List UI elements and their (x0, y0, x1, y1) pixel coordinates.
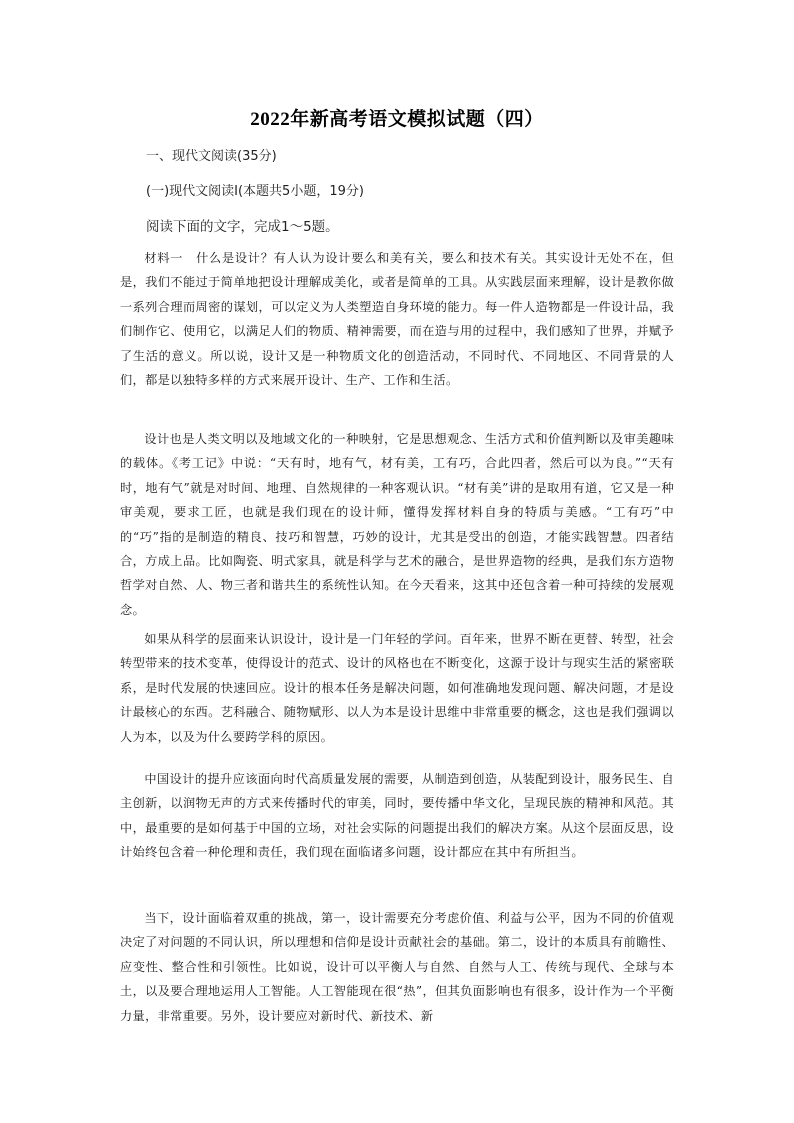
paragraph-3: 如果从科学的层面来认识设计，设计是一门年轻的学问。百年来，世界不断在更替、转型，社会转型带来的技术变革，使得设计的范式、设计的风格也在不断变化，这源于设计与现实生活的紧密联系，是时代发展的快速回应。设计的根本任务是解决问题，如何准确地发现问题、解决问题，才是设计最核心的东西。艺科融合、随物赋形、以人为本是设计思维中非常重要的概念，这也是我们强调以人为本，以及为什么要跨学科的原因。 (120, 632, 674, 744)
section-heading: 一、现代文阅读(35分) (146, 149, 277, 164)
paragraph-4: 中国设计的提升应该面向时代高质量发展的需要，从制造到创造，从装配到设计，服务民生、自主创新，以润物无声的方式来传播时代的审美，同时，要传播中华文化，呈现民族的精神和风范。其中，最重要的是如何基于中国的立场，对社会实际的问题提出我们的解决方案。从这个层面反思，设计始终包含着一种伦理和责任，我们现在面临诸多问题，设计都应在其中有所担当。 (120, 772, 674, 860)
document-title: 2022年新高考语文模拟试题（四） (250, 109, 544, 130)
reading-instruction: 阅读下面的文字，完成1～5题。 (146, 219, 339, 235)
paragraph-2: 设计也是人类文明以及地域文化的一种映射，它是思想观念、生活方式和价值判断以及审美趣味的载体。《考工记》中说：“天有时，地有气，材有美，工有巧，合此四者，然后可以为良。”“天有时，地有气”就是对时间、地理、自然规律的一种客观认识。“材有美”讲的是取用有道，它又是一种审美观，要求工匠，也就是我们现在的设计师，懂得发挥材料自身的特质与美感。“工有巧”中的“巧”指的是制造的精良、技巧和智慧，巧妙的设计，尤其是受出的创造，才能实践智慧。四者结合，方成上品。比如陶瓷、明式家具，就是科学与艺术的融合，是世界造物的经典，是我们东方造物哲学对自然、人、物三者和谐共生的系统性认知。在今天看来，这其中还包含着一种可持续的发展观念。 (120, 432, 674, 617)
subsection-heading: (一)现代文阅读Ⅰ(本题共5小题，19分) (146, 184, 364, 199)
paragraph-5: 当下，设计面临着双重的挑战，第一，设计需要充分考虑价值、利益与公平，因为不同的价值观决定了对问题的不同认识，所以理想和信仰是设计贡献社会的基础。第二，设计的本质具有前瞻性、应变性、整合性和引领性。比如说，设计可以平衡人与自然、自然与人工、传统与现代、全球与本土，以及要合理地运用人工智能。人工智能现在很“热”，但其负面影响也有很多，设计作为一个平衡力量，非常重要。另外，设计要应对新时代、新技术、新 (120, 911, 674, 1023)
paragraph-1: 材料一 什么是设计？有人认为设计要么和美有关，要么和技术有关。其实设计无处不在，但是，我们不能过于简单地把设计理解成美化，或者是简单的工具。从实践层面来理解，设计是教你做一系列合理而周密的谋划，可以定义为人类塑造自身环境的能力。每一件人造物都是一件设计品，我们制作它、使用它，以满足人们的物质、精神需要，而在造与用的过程中，我们感知了世界，并赋予了生活的意义。所以说，设计又是一种物质文化的创造活动，不同时代、不同地区、不同背景的人们，都是以独特多样的方式来展开设计、生产、工作和生活。 (120, 251, 674, 388)
